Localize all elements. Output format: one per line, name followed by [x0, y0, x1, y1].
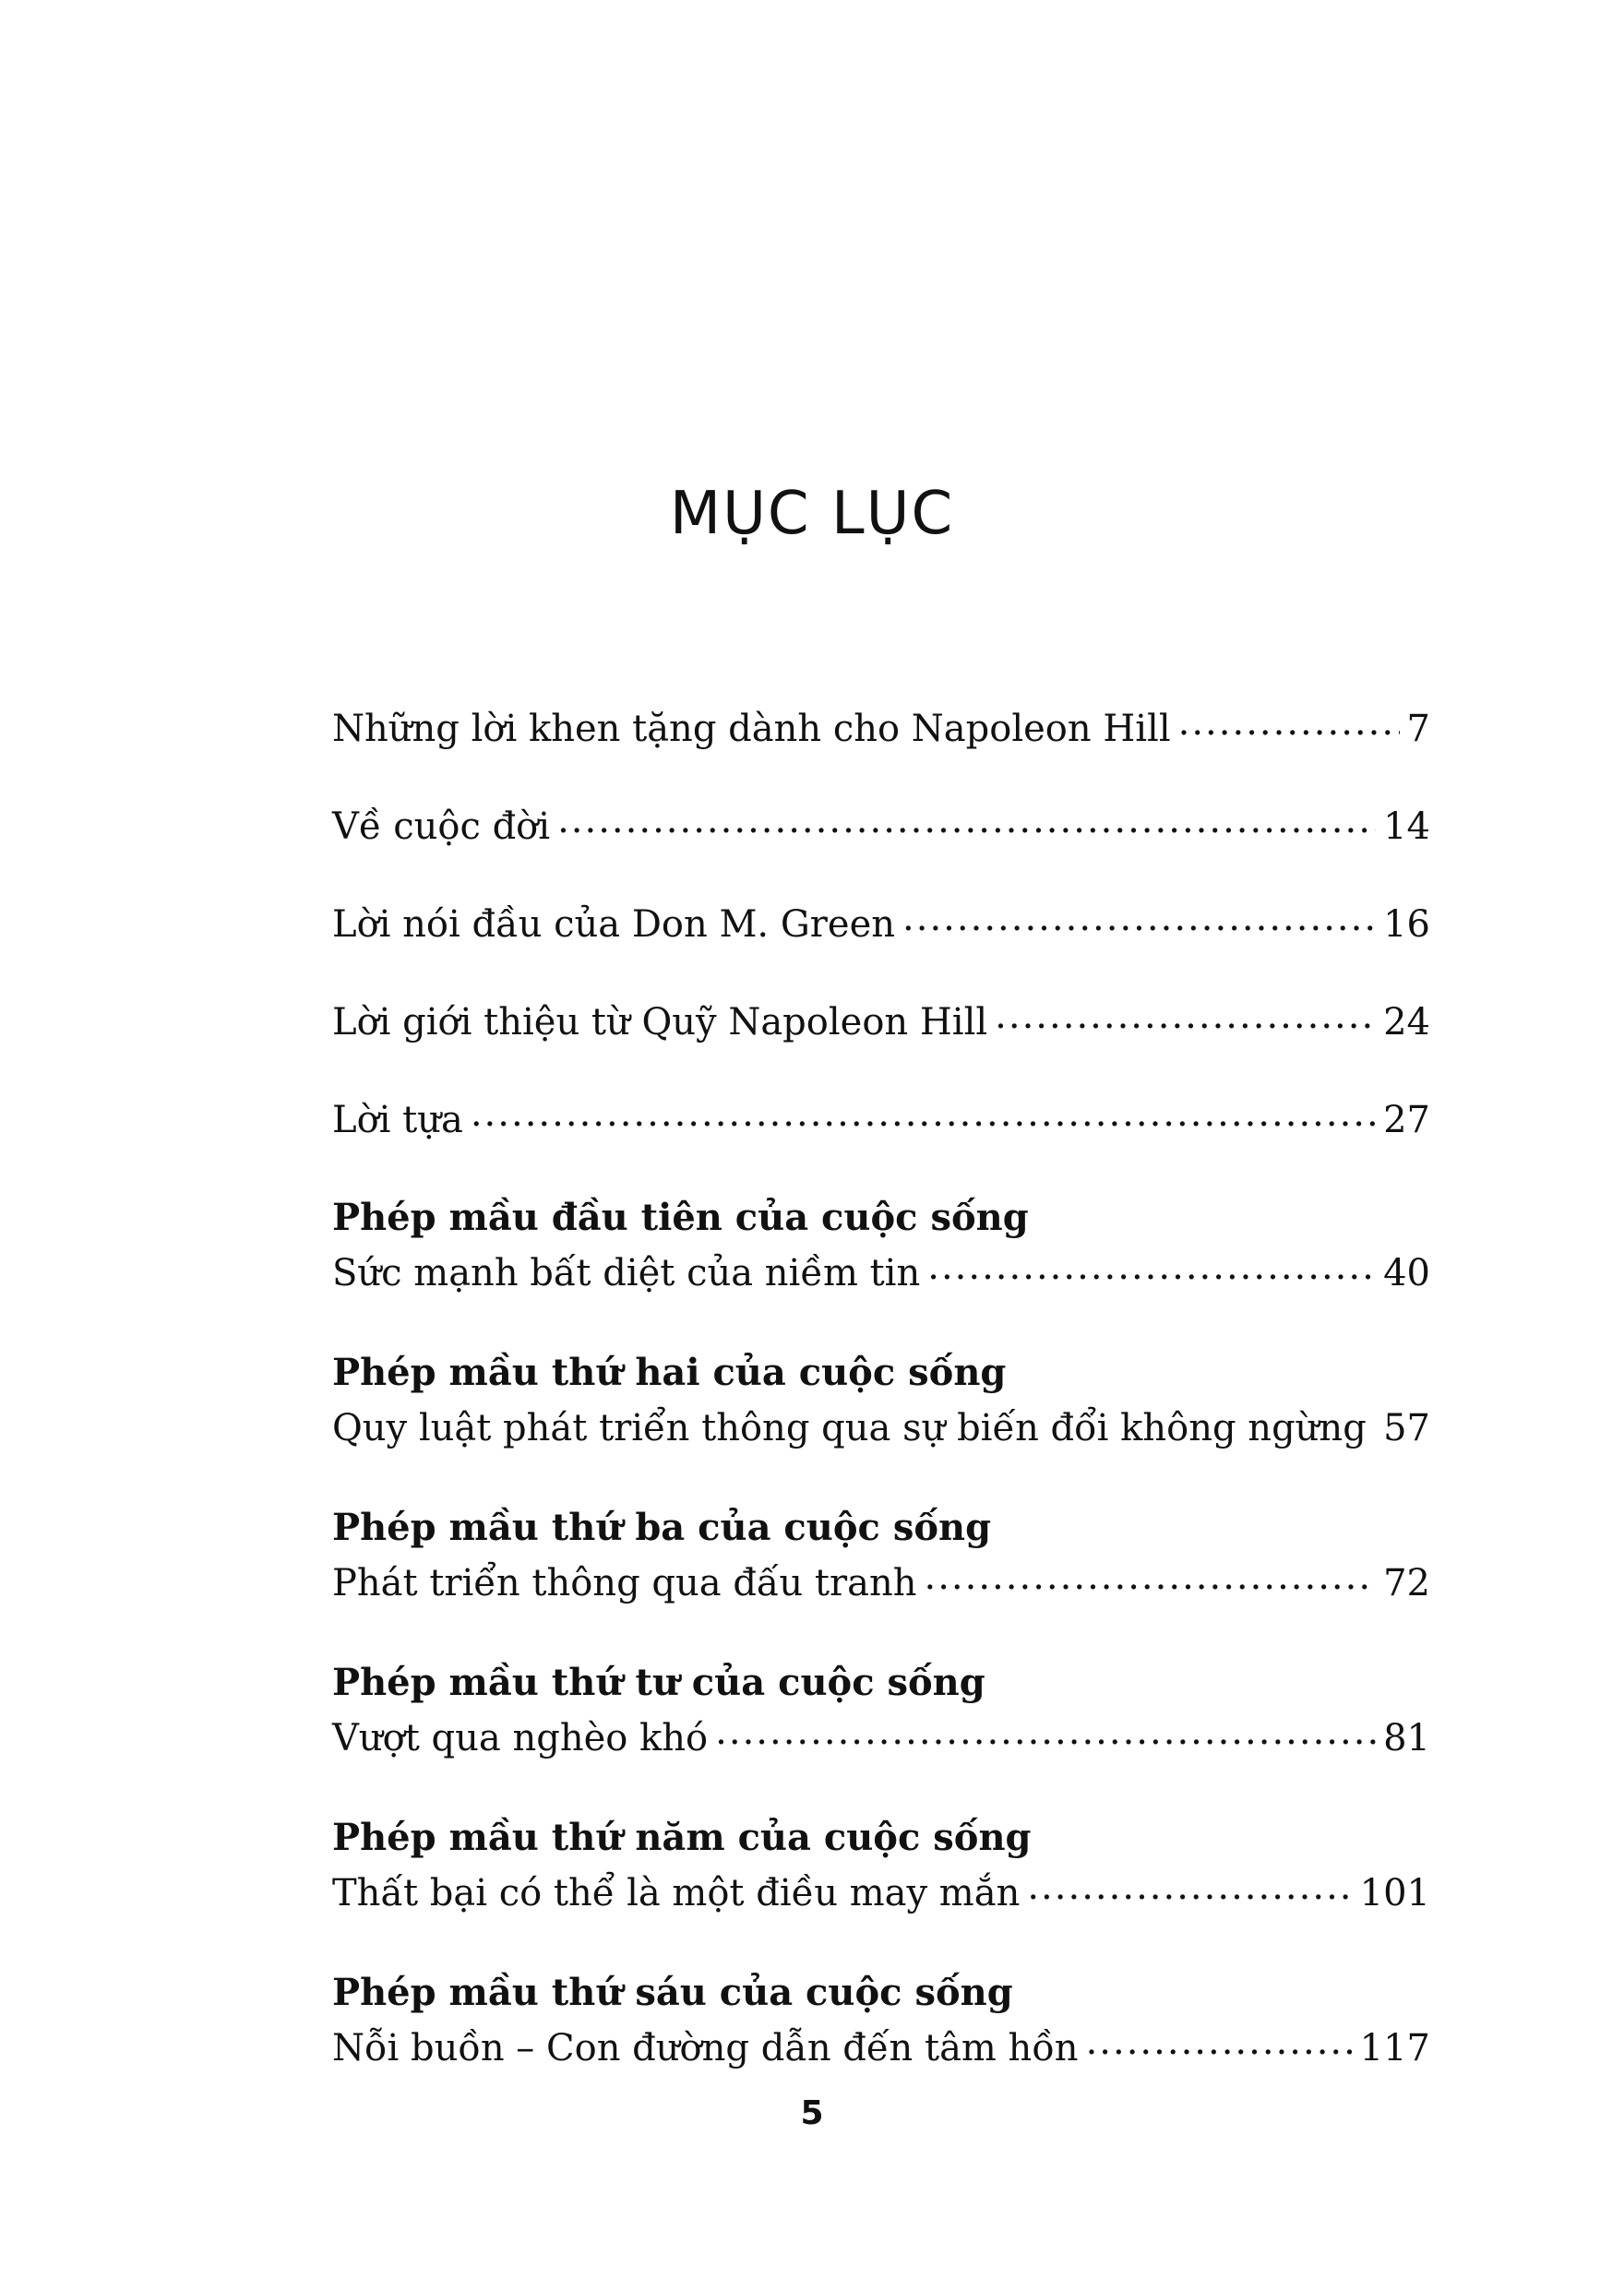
toc-section-heading: Phép mầu thứ sáu của cuộc sống [332, 1971, 1013, 2014]
toc-entry-label: Thất bại có thể là một điều may mắn [332, 1872, 1021, 1914]
toc-entry-label: Lời nói đầu của Don M. Green [332, 903, 896, 946]
toc-section-heading: Phép mầu thứ năm của cuộc sống [332, 1816, 1032, 1859]
toc-entry[interactable] [332, 1092, 1430, 1190]
toc-entry-page: 57 [1383, 1407, 1430, 1449]
toc-entry-page: 24 [1383, 1001, 1430, 1044]
toc-section-heading: Phép mầu thứ hai của cuộc sống [332, 1351, 1007, 1394]
toc-entry[interactable] [332, 897, 1430, 995]
toc-entry-page: 16 [1383, 903, 1430, 946]
page-number: 5 [800, 2094, 824, 2132]
dot-leader [924, 1558, 1376, 1595]
toc-entry-label: Phát triển thông qua đấu tranh [332, 1562, 917, 1604]
toc-entry-label: Nỗi buồn – Con đường dẫn đến tâm hồn [332, 2027, 1079, 2069]
toc-entry-page: 14 [1383, 805, 1430, 848]
toc-entry[interactable] [332, 995, 1430, 1092]
dot-leader [995, 997, 1376, 1034]
toc-entry-page: 72 [1383, 1562, 1430, 1604]
toc-section[interactable] [332, 1810, 1430, 1965]
dot-leader [1374, 1403, 1376, 1440]
toc-entry[interactable] [332, 799, 1430, 897]
dot-leader [715, 1713, 1376, 1750]
toc-entry-label: Lời tựa [332, 1099, 463, 1141]
toc-section[interactable] [332, 1190, 1430, 1345]
toc-entry-page: 40 [1383, 1252, 1430, 1294]
toc-entry-label: Lời giới thiệu từ Quỹ Napoleon Hill [332, 1001, 988, 1044]
toc-section[interactable] [332, 1345, 1430, 1500]
toc-entry-label: Quy luật phát triển thông qua sự biến đổi không ngừng [332, 1407, 1367, 1449]
toc-section-heading: Phép mầu thứ ba của cuộc sống [332, 1506, 992, 1549]
dot-leader [1178, 704, 1400, 741]
dot-leader [1086, 2023, 1353, 2060]
toc-entry-page: 7 [1406, 708, 1430, 750]
page-title: MỤC LỤC [669, 480, 955, 548]
toc-section[interactable] [332, 1655, 1430, 1810]
toc-entry-page: 101 [1359, 1872, 1430, 1914]
toc-section-heading: Phép mầu đầu tiên của cuộc sống [332, 1196, 1029, 1239]
toc-section-heading: Phép mầu thứ tư của cuộc sống [332, 1661, 985, 1704]
toc-entry-label: Những lời khen tặng dành cho Napoleon Hill [332, 708, 1171, 750]
toc-section[interactable] [332, 1500, 1430, 1655]
toc-entry-label: Về cuộc đời [332, 805, 551, 848]
table-of-contents [332, 701, 1430, 2120]
toc-entry-label: Vượt qua nghèo khó [332, 1717, 709, 1759]
dot-leader [927, 1248, 1376, 1285]
toc-entry-page: 117 [1359, 2027, 1430, 2069]
dot-leader [557, 802, 1376, 839]
toc-entry-label: Sức mạnh bất diệt của niềm tin [332, 1252, 921, 1294]
toc-entry-page: 81 [1383, 1717, 1430, 1759]
dot-leader [1027, 1868, 1352, 1905]
toc-entry-page: 27 [1383, 1099, 1430, 1141]
dot-leader [902, 900, 1376, 936]
toc-entry[interactable] [332, 701, 1430, 799]
dot-leader [471, 1095, 1376, 1132]
